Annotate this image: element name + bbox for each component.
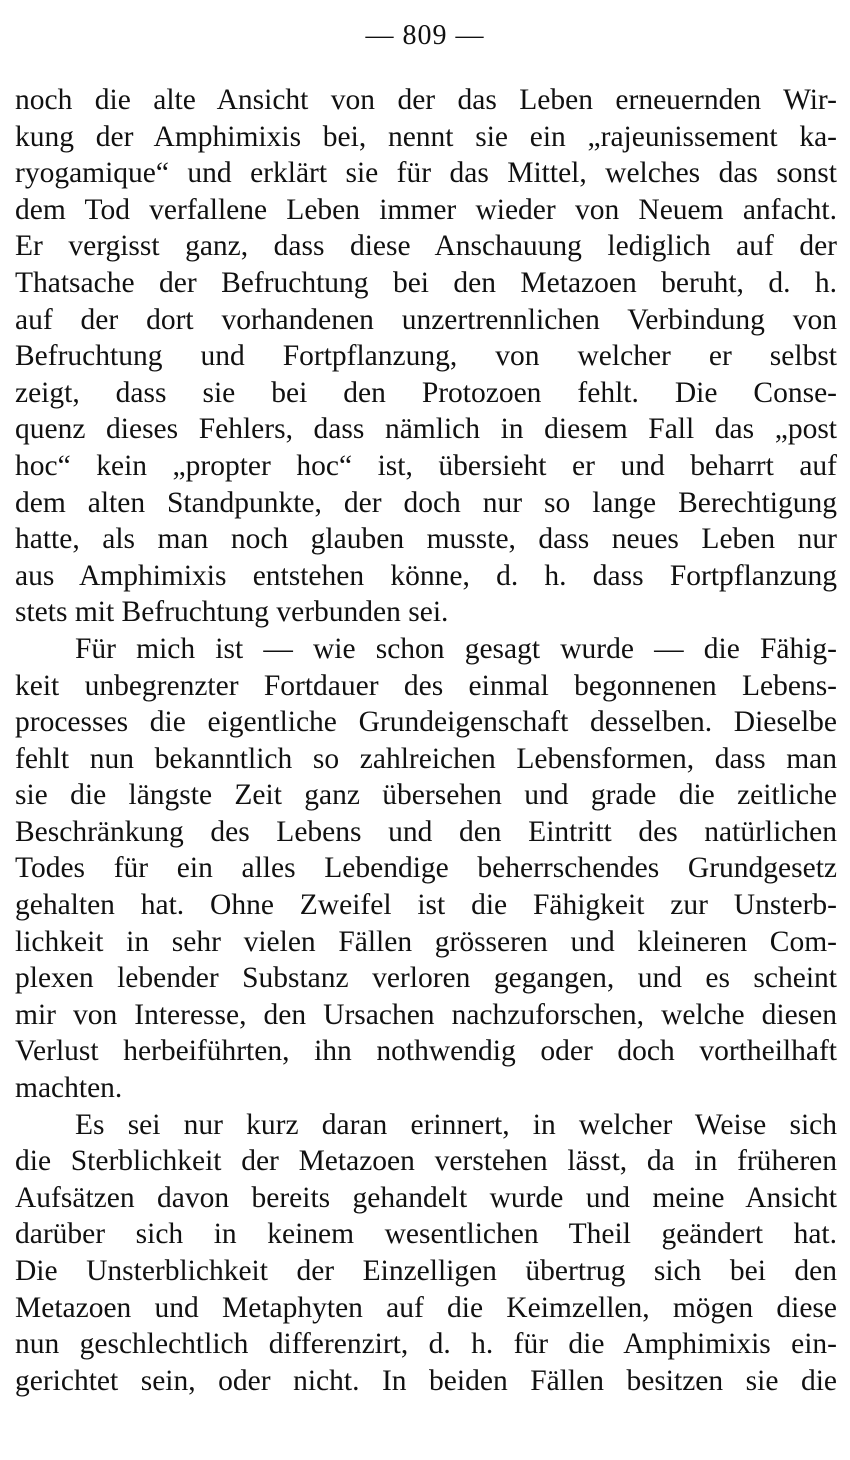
text-line: Für mich ist — wie schon gesagt wurde — die Fähig-	[75, 632, 837, 665]
text-line: Beschränkung des Lebens und den Eintritt des natürlichen	[15, 815, 837, 848]
text-line: hoc“ kein „propter hoc“ ist, übersieht er und beharrt auf	[15, 449, 837, 482]
text-line: mir von Interesse, den Ursachen nachzuforschen, welche diesen	[15, 998, 837, 1031]
text-line: Er vergisst ganz, dass diese Anschauung lediglich auf der	[15, 230, 837, 263]
page-number: — 809 —	[365, 20, 485, 51]
text-line: noch die alte Ansicht von der das Leben erneuernden Wir-	[15, 84, 837, 116]
text-line: zeigt, dass sie bei den Protozoen fehlt. Die Conse-	[15, 376, 837, 409]
text-line: hatte, als man noch glauben musste, dass neues Leben nur	[15, 523, 837, 556]
text-line: aus Amphimixis entstehen könne, d. h. dass Fortpflanzung	[15, 559, 837, 592]
text-line: Die Unsterblichkeit der Einzelligen übertrug sich bei den	[15, 1255, 837, 1287]
text-line: dem Tod verfallene Leben immer wieder von Neuem anfacht.	[15, 193, 837, 226]
text-line: nun geschlechtlich differenzirt, d. h. für die Amphimixis ein-	[15, 1328, 837, 1361]
text-line: plexen lebender Substanz verloren gegangen, und es scheint	[15, 962, 837, 995]
text-line: quenz dieses Fehlers, dass nämlich in diesem Fall das „post	[15, 413, 837, 446]
text-line: Befruchtung und Fortpflanzung, von welcher er selbst	[15, 340, 837, 373]
text-line: auf der dort vorhandenen unzertrennlichen Verbindung von	[15, 303, 837, 336]
text-line: Verlust herbeiführten, ihn nothwendig oder doch vortheilhaft	[15, 1035, 837, 1068]
text-line: darüber sich in keinem wesentlichen Theil geändert hat.	[15, 1218, 837, 1251]
text-line: die Sterblichkeit der Metazoen verstehen lässt, da in früheren	[15, 1145, 837, 1178]
text-line: dem alten Standpunkte, der doch nur so lange Berechtigung	[15, 486, 837, 519]
text-line: gehalten hat. Ohne Zweifel ist die Fähigkeit zur Unsterb-	[15, 889, 837, 922]
text-line: ryogamique“ und erklärt sie für das Mittel, welches das sonst	[15, 157, 837, 190]
text-line: keit unbegrenzter Fortdauer des einmal begonnenen Lebens-	[15, 669, 837, 702]
text-line: stets mit Befruchtung verbunden sei.	[15, 596, 449, 629]
text-line: Thatsache der Befruchtung bei den Metazoen beruht, d. h.	[15, 266, 837, 299]
text-line: Es sei nur kurz daran erinnert, in welcher Weise sich	[75, 1108, 837, 1141]
text-line: gerichtet sein, oder nicht. In beiden Fällen besitzen sie die	[15, 1364, 837, 1397]
text-line: machten.	[15, 1072, 123, 1105]
text-line: kung der Amphimixis bei, nennt sie ein „rajeunissement ka-	[15, 120, 837, 153]
text-line: sie die längste Zeit ganz übersehen und grade die zeitliche	[15, 779, 837, 812]
text-line: fehlt nun bekanntlich so zahlreichen Lebensformen, dass man	[15, 742, 837, 775]
body-text	[15, 82, 837, 1399]
text-line: Todes für ein alles Lebendige beherrschendes Grundgesetz	[15, 852, 837, 885]
text-line: lichkeit in sehr vielen Fällen grösseren und kleineren Com-	[15, 925, 837, 958]
text-line: Metazoen und Metaphyten auf die Keimzellen, mögen diese	[15, 1291, 837, 1324]
text-line: processes die eigentliche Grundeigenschaft desselben. Dieselbe	[15, 706, 837, 739]
text-line: Aufsätzen davon bereits gehandelt wurde und meine Ansicht	[15, 1181, 837, 1214]
